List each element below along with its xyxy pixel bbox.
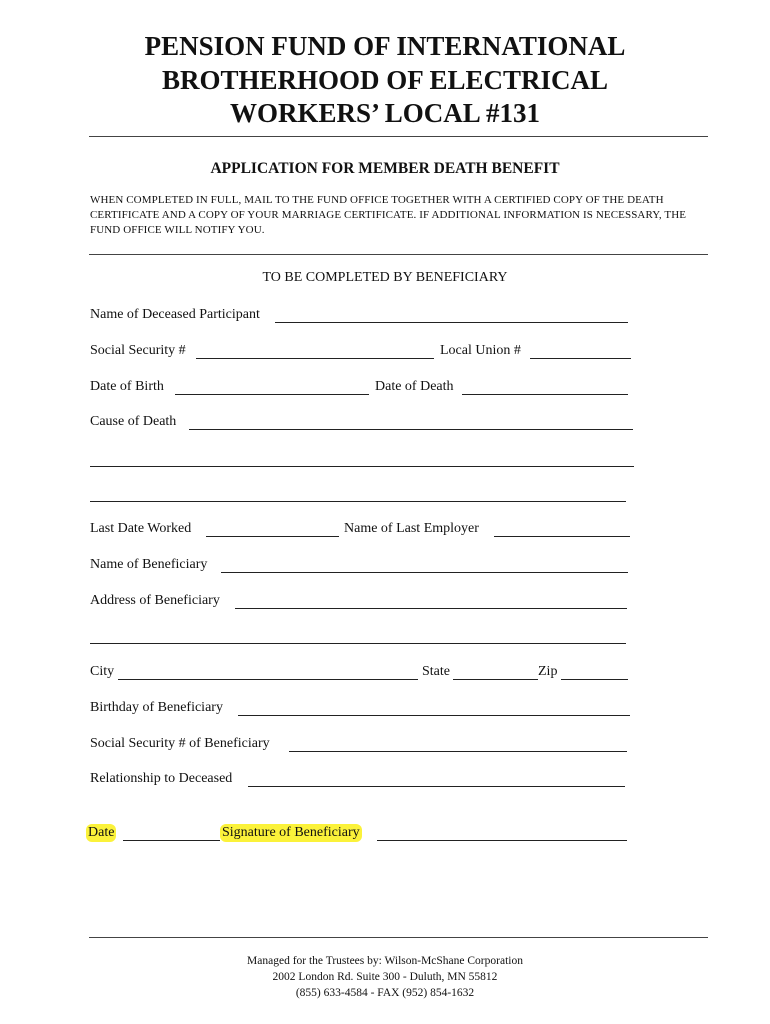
footer bbox=[0, 953, 770, 1001]
relationship-line[interactable] bbox=[248, 770, 625, 787]
fund-name-line-3: WORKERS’ LOCAL #131 bbox=[229, 98, 541, 128]
fund-name-line-2: BROTHERHOOD OF ELECTRICAL bbox=[161, 65, 609, 95]
employment-row bbox=[0, 520, 770, 538]
date-of-death-label: Date of Death bbox=[375, 379, 454, 394]
last-employer-line[interactable] bbox=[494, 520, 630, 537]
signature-label: Signature of Beneficiary bbox=[222, 825, 360, 840]
cause-of-death-line[interactable] bbox=[189, 413, 633, 430]
relationship-label: Relationship to Deceased bbox=[90, 771, 233, 786]
instructions: WHEN COMPLETED IN FULL, MAIL TO THE FUND OFFICE TOGETHER WITH A CERTIFIED COPY OF THE DEATH CERTIFICATE AND A COPY OF YOUR MARRIAGE CERTIFICATE. IF ADDITIONAL INFORMATION IS NECESSARY, THE FUND OFFICE WILL NOTIFY YOU. bbox=[90, 194, 687, 236]
ssn-row bbox=[0, 342, 770, 360]
ssn-line[interactable] bbox=[196, 342, 434, 359]
fund-name-line-1: PENSION FUND OF INTERNATIONAL bbox=[144, 31, 626, 61]
date-line[interactable] bbox=[123, 824, 220, 841]
beneficiary-address-row bbox=[0, 592, 770, 610]
beneficiary-name-line[interactable] bbox=[221, 556, 628, 573]
beneficiary-address-line[interactable] bbox=[235, 592, 627, 609]
beneficiary-birthday-line[interactable] bbox=[238, 699, 630, 716]
cause-of-death-row bbox=[0, 413, 770, 431]
form-title: APPLICATION FOR MEMBER DEATH BENEFIT bbox=[210, 160, 560, 177]
city-state-zip-row bbox=[0, 663, 770, 681]
footer-line-2: 2002 London Rd. Suite 300 - Duluth, MN 55812 bbox=[272, 971, 498, 983]
last-employer-label: Name of Last Employer bbox=[344, 521, 479, 536]
zip-label: Zip bbox=[538, 664, 558, 679]
header-divider bbox=[89, 136, 708, 137]
deceased-name-label: Name of Deceased Participant bbox=[90, 307, 260, 322]
state-line[interactable] bbox=[453, 663, 538, 680]
date-of-death-line[interactable] bbox=[462, 378, 628, 395]
cause-of-death-row-3 bbox=[0, 485, 770, 503]
beneficiary-address-label: Address of Beneficiary bbox=[90, 593, 220, 608]
beneficiary-birthday-row bbox=[0, 699, 770, 717]
local-union-label: Local Union # bbox=[440, 343, 521, 358]
beneficiary-address-row-2 bbox=[0, 627, 770, 645]
date-label: Date bbox=[88, 825, 115, 840]
city-line[interactable] bbox=[118, 663, 418, 680]
date-of-birth-line[interactable] bbox=[175, 378, 369, 395]
last-date-worked-label: Last Date Worked bbox=[90, 521, 192, 536]
relationship-row bbox=[0, 770, 770, 788]
dates-row bbox=[0, 378, 770, 396]
ssn-label: Social Security # bbox=[90, 343, 186, 358]
cause-of-death-line-3[interactable] bbox=[90, 485, 626, 502]
footer-line-3: (855) 633-4584 - FAX (952) 854-1632 bbox=[295, 987, 475, 999]
beneficiary-address-line-2[interactable] bbox=[90, 627, 626, 644]
signature-line[interactable] bbox=[377, 824, 627, 841]
beneficiary-ssn-label: Social Security # of Beneficiary bbox=[90, 736, 270, 751]
instructions-divider bbox=[89, 254, 708, 255]
city-label: City bbox=[90, 664, 115, 679]
footer-divider bbox=[89, 937, 708, 938]
deceased-name-row bbox=[0, 306, 770, 324]
deceased-name-line[interactable] bbox=[275, 306, 628, 323]
beneficiary-birthday-label: Birthday of Beneficiary bbox=[90, 700, 223, 715]
zip-line[interactable] bbox=[561, 663, 628, 680]
beneficiary-ssn-line[interactable] bbox=[289, 735, 627, 752]
date-of-birth-label: Date of Birth bbox=[90, 379, 164, 394]
beneficiary-name-label: Name of Beneficiary bbox=[90, 557, 208, 572]
cause-of-death-label: Cause of Death bbox=[90, 414, 177, 429]
cause-of-death-row-2 bbox=[0, 450, 770, 468]
beneficiary-ssn-row bbox=[0, 735, 770, 753]
state-label: State bbox=[422, 664, 450, 679]
footer-line-1: Managed for the Trustees by: Wilson-McShane Corporation bbox=[247, 955, 523, 967]
last-date-worked-line[interactable] bbox=[206, 520, 339, 537]
section-title: TO BE COMPLETED BY BENEFICIARY bbox=[262, 270, 508, 285]
signature-row bbox=[0, 824, 770, 842]
cause-of-death-line-2[interactable] bbox=[90, 450, 634, 467]
beneficiary-name-row bbox=[0, 556, 770, 574]
local-union-line[interactable] bbox=[530, 342, 631, 359]
